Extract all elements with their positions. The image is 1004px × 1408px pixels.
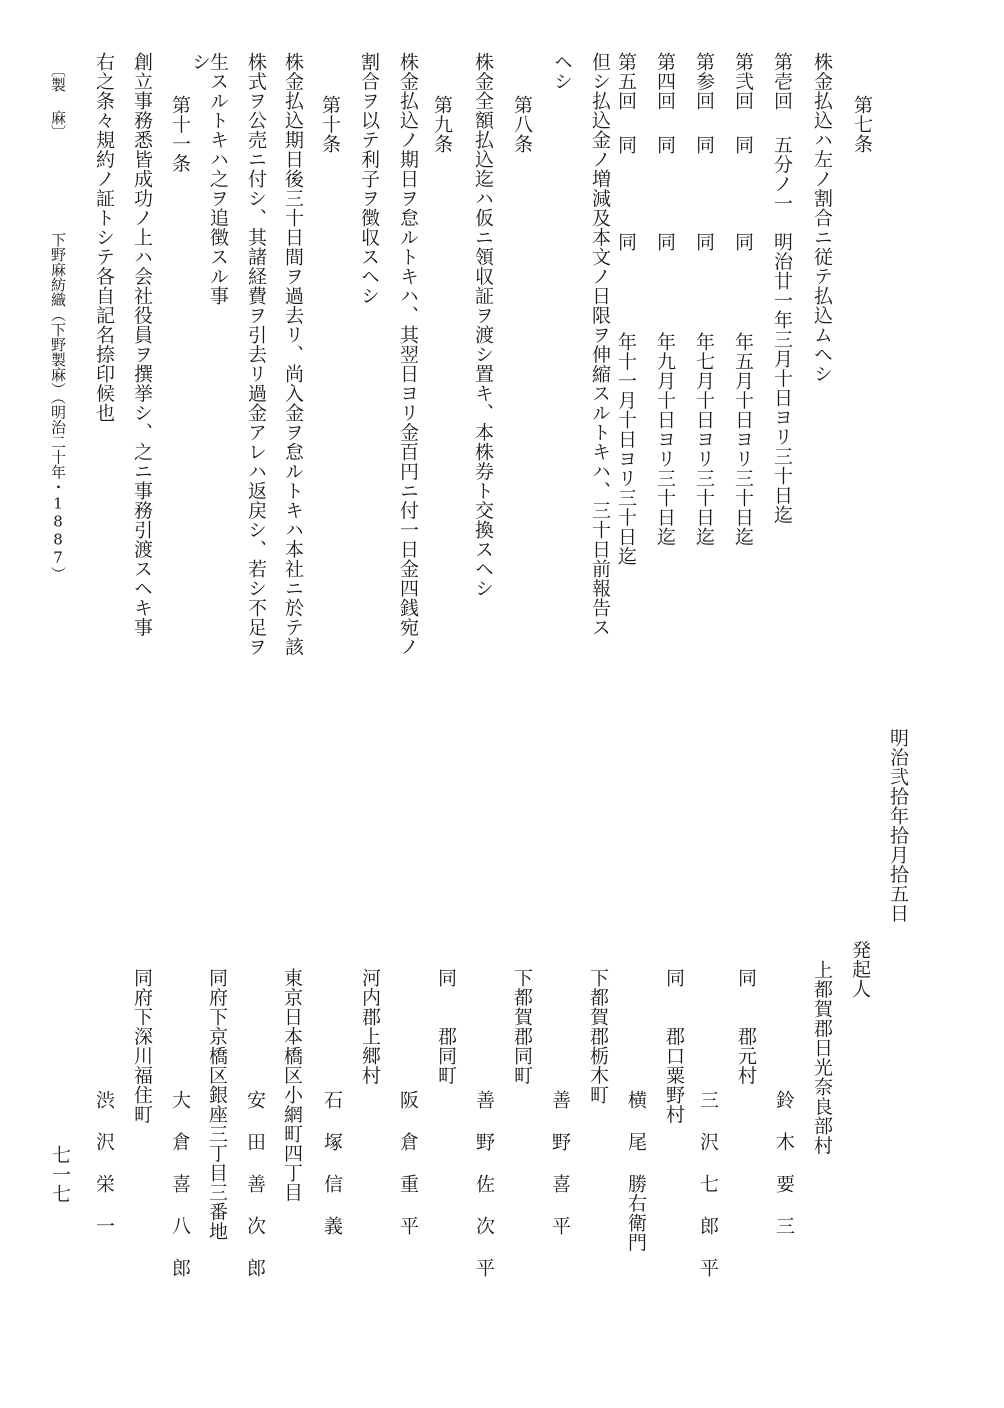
article-8-heading: 第八条 xyxy=(511,95,533,154)
installment-date: 明治廿一年三月十日ヨリ三十日迄 xyxy=(771,232,793,525)
article-10-line-2: 株式ヲ公売ニ付シ、其諸経費ヲ引去リ過金アレハ返戻シ、若シ不足ヲ xyxy=(245,52,267,657)
installment-date: 年九月十日ヨリ三十日迄 xyxy=(654,332,676,547)
article-7-main: 株金払込ハ左ノ割合ニ従テ払込ムへシ xyxy=(811,52,833,384)
promoter-name: 横 尾 勝右衛門 xyxy=(625,1090,647,1252)
promoter-address: 東京日本橋区小網町四丁目 xyxy=(281,968,303,1202)
installment-no: 第参回 xyxy=(693,52,715,111)
installment-era: 同 xyxy=(615,232,637,252)
installment-amount: 同 xyxy=(732,135,754,155)
page-number: 七一七 xyxy=(49,1145,71,1204)
promoter-address: 同府下京橋区銀座三丁目三番地 xyxy=(206,968,228,1241)
promoter-address: 下都賀郡同町 xyxy=(511,968,533,1085)
installment-date: 年五月十日ヨリ三十日迄 xyxy=(732,332,754,547)
installment-no: 第四回 xyxy=(654,52,676,111)
article-8-text: 株金全額払込迄ハ仮ニ領収証ヲ渡シ置キ、本株券ト交換スヘシ xyxy=(472,52,494,598)
source-citation: 下野麻紡織（下野製麻）（明治二十年・1887） xyxy=(49,232,67,582)
promoters-label: 発起人 xyxy=(849,940,871,999)
promoter-address: 同府下深川福住町 xyxy=(131,968,153,1124)
promoter-address: 下都賀郡栃木町 xyxy=(587,968,609,1105)
promoter-name: 石 塚 信 義 xyxy=(321,1090,343,1236)
promoter-name: 善 野 佐 次 平 xyxy=(473,1090,495,1278)
installment-date: 年十一月十日ヨリ三十日迄 xyxy=(615,332,637,566)
article-10-line-3: 生スルトキハ之ヲ追徴スル事 xyxy=(207,52,229,306)
promoter-name: 阪 倉 重 平 xyxy=(397,1090,419,1236)
article-7-heading: 第七条 xyxy=(851,95,873,154)
promoter-address: 同 郡同町 xyxy=(435,968,457,1085)
promoter-address: 河内郡上郷村 xyxy=(359,968,381,1085)
promoter-name: 大 倉 喜 八 郎 xyxy=(169,1090,191,1278)
installment-no: 第弐回 xyxy=(732,52,754,111)
promoter-name: 安 田 善 次 郎 xyxy=(244,1090,266,1278)
installment-no: 第五回 xyxy=(615,52,637,111)
installment-era: 同 xyxy=(654,232,676,252)
installment-era: 同 xyxy=(732,232,754,252)
article-11-heading: 第十一条 xyxy=(169,95,191,173)
installment-no: 第壱回 xyxy=(771,52,793,111)
installment-amount: 同 xyxy=(615,135,637,155)
installment-date: 年七月十日ヨリ三十日迄 xyxy=(693,332,715,547)
installment-amount: 同 xyxy=(693,135,715,155)
article-9-line-2: 割合ヲ以テ利子ヲ徴収スヘシ xyxy=(358,52,380,306)
promoter-name: 善 野 喜 平 xyxy=(549,1090,571,1236)
source-category: 〔製 麻〕 xyxy=(49,62,67,140)
article-7-proviso: 但シ払込金ノ増減及本文ノ日限ヲ伸縮スルトキハ、三十日前報告ス xyxy=(589,52,611,637)
installment-amount: 五分ノ一 xyxy=(771,135,793,213)
promoter-name: 三 沢 七 郎 平 xyxy=(697,1090,719,1278)
article-9-line-1: 株金払込ノ期日ヲ怠ルトキハ、其翌日ヨリ金百円ニ付一日金四銭宛ノ xyxy=(397,52,419,657)
article-11-text: 創立事務悉皆成功ノ上ハ会社役員ヲ撰挙シ、之ニ事務引渡スヘキ事 xyxy=(131,52,153,637)
promoter-address: 同 郡元村 xyxy=(735,968,757,1085)
promoter-name: 鈴 木 要 三 xyxy=(773,1090,795,1236)
promoter-address: 上都賀郡日光奈良部村 xyxy=(811,960,833,1155)
installment-amount: 同 xyxy=(654,135,676,155)
closing-statement: 右之条々規約ノ証トシテ各自記名捺印候也 xyxy=(93,52,115,423)
continued-text: シ xyxy=(189,52,211,72)
installment-era: 同 xyxy=(693,232,715,252)
article-9-heading: 第九条 xyxy=(431,95,453,154)
article-7-proviso-end: ヘシ xyxy=(551,52,573,91)
document-date: 明治弐拾年拾月拾五日 xyxy=(887,728,909,923)
article-10-heading: 第十条 xyxy=(319,95,341,154)
article-10-line-1: 株金払込期日後三十日間ヲ過去リ、尚入金ヲ怠ルトキハ本社ニ於テ該 xyxy=(282,52,304,657)
promoter-address: 同 郡口粟野村 xyxy=(663,968,685,1124)
promoter-name: 渋 沢 栄 一 xyxy=(93,1090,115,1236)
